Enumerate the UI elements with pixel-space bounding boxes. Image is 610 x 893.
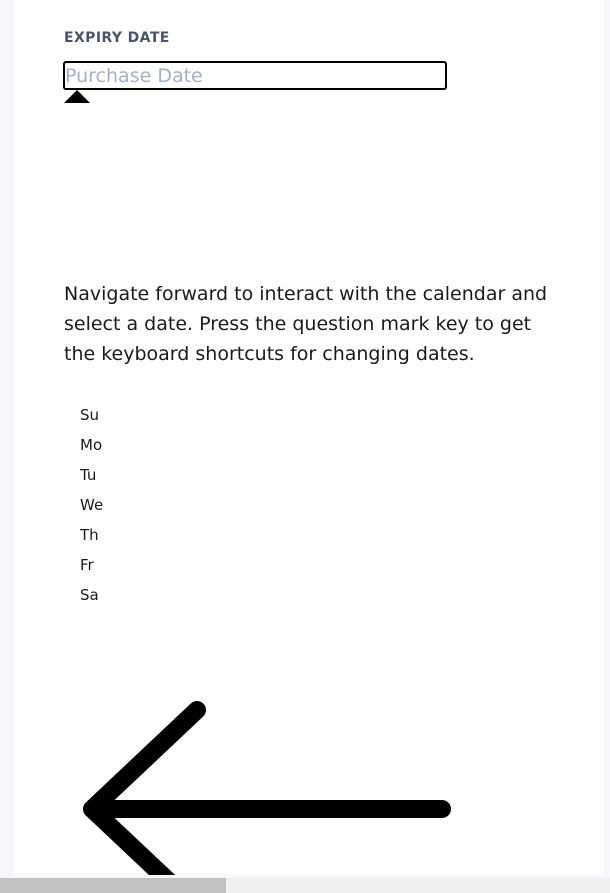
weekday-monday: Mo	[80, 436, 103, 454]
weekday-wednesday: We	[80, 496, 104, 514]
date-picker-panel	[14, 0, 604, 875]
weekday-header	[80, 400, 103, 610]
weekday-thursday: Th	[80, 526, 99, 544]
arrow-left-icon	[64, 690, 464, 875]
previous-month-button[interactable]	[64, 690, 464, 875]
expiry-date-label: EXPIRY DATE	[64, 30, 170, 46]
weekday-friday: Fr	[80, 556, 94, 574]
scrollbar-thumb[interactable]	[0, 878, 226, 893]
weekday-sunday: Su	[80, 406, 100, 424]
calendar-instructions: Navigate forward to interact with the calendar and select a date. Press the question mark key to get the keyboard shortcuts for changing dates.	[64, 283, 548, 365]
weekday-tuesday: Tu	[80, 466, 97, 484]
purchase-date-input[interactable]	[63, 61, 447, 90]
horizontal-scrollbar[interactable]	[0, 878, 610, 893]
weekday-saturday: Sa	[80, 586, 99, 604]
caret-up-icon	[64, 90, 90, 103]
